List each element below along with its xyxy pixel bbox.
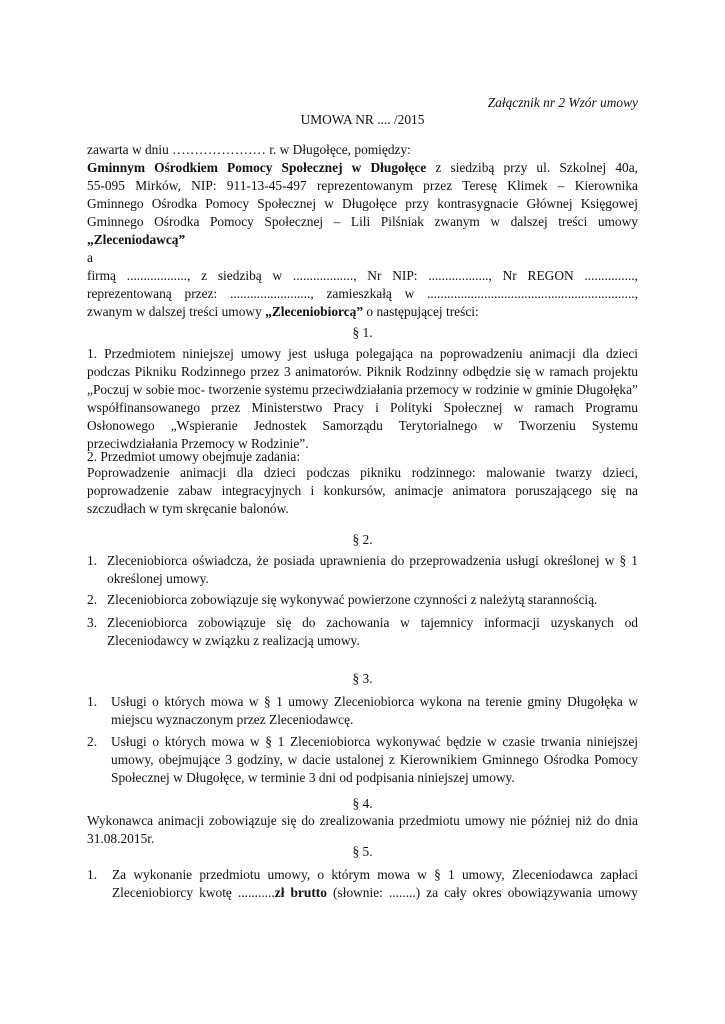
party1-line4: Gminnego Ośrodka Pomocy Społecznej – Lili Pilśniak zwanym w dalszej treści umowy [87, 214, 638, 229]
party2-called: zwanym w dalszej treści umowy [87, 304, 266, 319]
section-5-amount-prefix: Zleceniobiorcy kwotę ........... [112, 885, 275, 900]
party2-line2: reprezentowaną przez: ........................, zamieszkałą w .............................................................., [87, 286, 638, 301]
section-5-heading: § 5. [352, 844, 373, 859]
section-3-item-1 [87, 693, 638, 729]
party1-name: Gminnym Ośrodkiem Pomocy Społecznej w Długołęce [87, 160, 427, 175]
item-number: 1. [87, 553, 98, 568]
preamble-concluded: zawarta w dniu ………………… r. w Długołęce, pomiędzy: [87, 142, 411, 157]
section-5-item-1 [87, 866, 638, 902]
section-5-line-2 [112, 884, 638, 902]
conjunction-and: a [87, 250, 93, 265]
section-1-paragraph-2-body: Poprowadzenie animacji dla dzieci podczas pikniku rodzinnego: malowanie twarzy dzieci, poprowadzenie zabaw integracyjnych i konkursów, animacje animatora poruszającego się na szczudłach w tym skręcanie balonów. [87, 465, 638, 516]
party1-line2: 55-095 Mirków, NIP: 911-13-45-497 reprezentowanym przez Teresę Klimek – Kierownika [87, 178, 638, 193]
party2-line1: firmą .................., z siedzibą w .................., Nr NIP: .................., Nr REGON ..............., [87, 268, 638, 283]
section-5-amount-unit: zł brutto [274, 885, 327, 900]
section-1-paragraph-2-head: 2. Przedmiot umowy obejmuje zadania: [87, 449, 301, 464]
section-2-item-3 [87, 614, 638, 650]
item-text: Usługi o których mowa w § 1 Zleceniobiorca wykonywać będzie w czasie trwania niniejszej umowy, obejmujące 3 godziny, w dacie ustalonej z Kierownikiem Gminnego Ośrodka Pomocy Społecznej w Długołęce, w terminie 3 dni od podpisania niniejszej umowy. [111, 734, 638, 785]
section-5-line-1: Za wykonanie przedmiotu umowy, o którym mowa w § 1 umowy, Zleceniodawca zapłaci [112, 867, 638, 882]
party2-following: o następującej treści: [363, 304, 479, 319]
section-1-paragraph-1: 1. Przedmiotem niniejszej umowy jest usługa polegająca na poprowadzeniu animacji dla dzieci podczas Pikniku Rodzinnego przez 3 animatorów. Piknik Rodzinny odbędzie się w ramach projektu „Poczuj w sobie moc- tworzenie systemu przeciwdziałania przemocy w rodzinie w gminie Długołęka” współfinansowanego przez Ministerstwo Pracy i Polityki Społecznej w ramach Programu Osłonowego „Wspieranie Jednostek Samorządu Terytorialnego w Tworzeniu Systemu przeciwdziałania Przemocy w Rodzinie”. [87, 346, 638, 451]
section-2-item-1 [87, 552, 638, 588]
item-text: Usługi o których mowa w § 1 umowy Zleceniobiorca wykona na terenie gminy Długołęka w miejscu wyznaczonym przez Zleceniodawcę. [111, 694, 638, 727]
item-text: Zleceniobiorca oświadcza, że posiada uprawnienia do przeprowadzenia usługi określonej w § 1 określonej umowy. [107, 553, 638, 586]
item-text: Zleceniobiorca zobowiązuje się do zachowania w tajemnicy informacji uzyskanych od Zleceniodawcy w związku z realizacją umowy. [107, 615, 638, 648]
section-1-heading: § 1. [352, 325, 373, 340]
item-number: 3. [87, 615, 98, 630]
party1-line3: Gminnego Ośrodka Pomocy Społecznej w Długołęce przy kontrasygnacie Głównej Księgowej [87, 196, 638, 211]
item-text: Zleceniobiorca zobowiązuje się wykonywać powierzone czynności z należytą starannością. [107, 592, 598, 607]
section-5-amount-suffix: (słownie: ........) za cały okres obowiązywania umowy [326, 885, 638, 900]
party1-line1 [87, 159, 638, 177]
item-number: 1. [87, 867, 98, 882]
party2-alias: „Zleceniobiorcą” [265, 304, 364, 319]
party2-line3 [87, 303, 638, 321]
contract-title: UMOWA NR .... /2015 [300, 112, 425, 127]
item-number: 2. [87, 734, 98, 749]
section-4-text: Wykonawca animacji zobowiązuje się do zrealizowania przedmiotu umowy nie później niż do dnia 31.08.2015r. [87, 813, 638, 846]
section-3-item-2 [87, 733, 638, 787]
section-2-item-2 [87, 591, 638, 609]
item-number: 1. [87, 694, 98, 709]
party1-alias: „Zleceniodawcą” [87, 232, 186, 247]
section-3-heading: § 3. [352, 671, 373, 686]
section-2-heading: § 2. [352, 532, 373, 547]
party1-address: z siedzibą przy ul. Szkolnej 40a, [426, 160, 638, 175]
attachment-label: Załącznik nr 2 Wzór umowy [487, 95, 638, 110]
section-4-heading: § 4. [352, 796, 373, 811]
item-number: 2. [87, 592, 98, 607]
